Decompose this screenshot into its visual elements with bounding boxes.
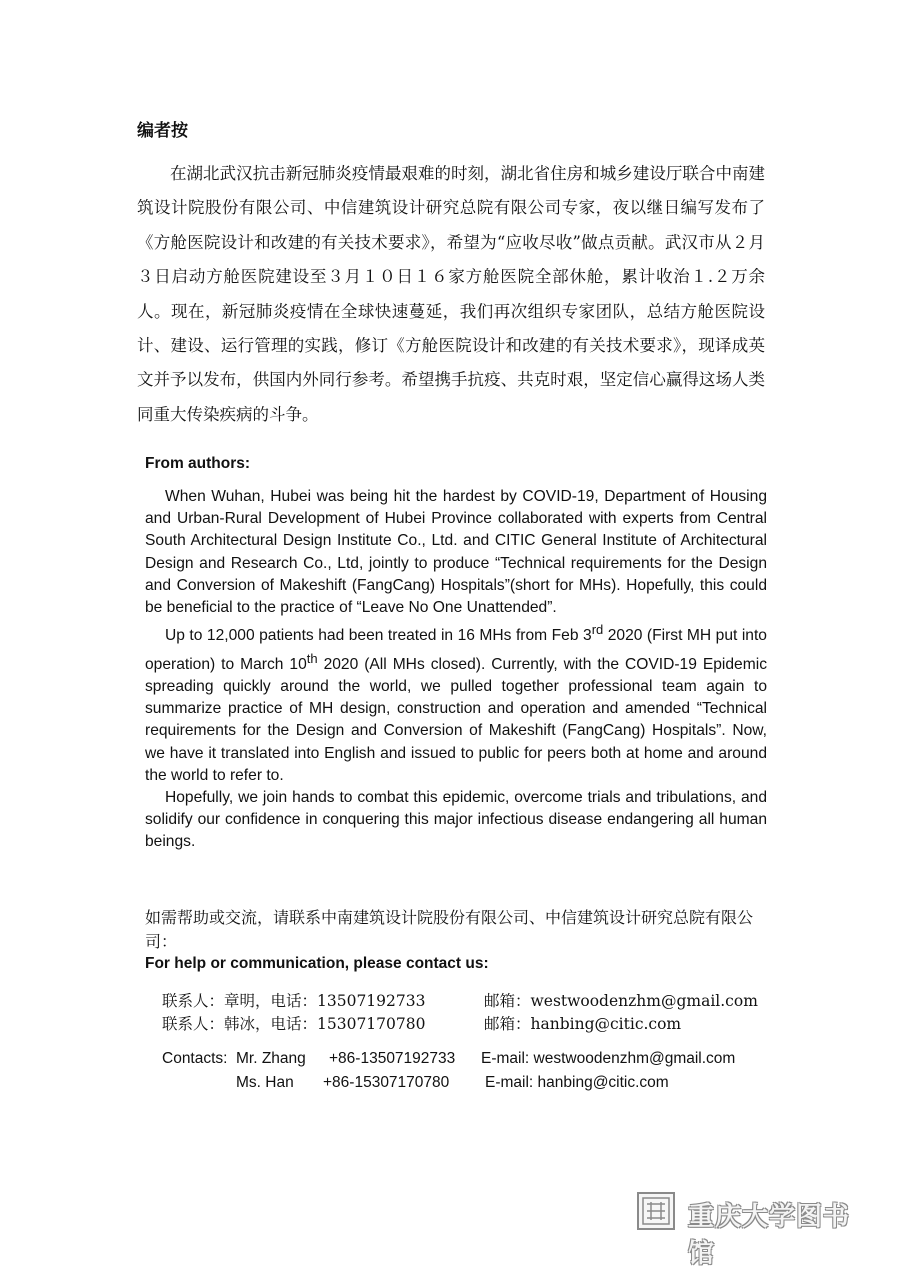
p2-superscript-rd: rd xyxy=(591,622,604,638)
help-text-cn: 如需帮助或交流，请联系中南建筑设计院股份有限公司、中信建筑设计研究总院有限公司： xyxy=(145,908,754,951)
watermark-text: 重庆大学图书馆 xyxy=(688,1201,851,1268)
p2-text-2: 2020 (First MH put into operation) to March 10 xyxy=(145,627,767,673)
contact-en-name: Mr. Zhang xyxy=(236,1050,306,1067)
library-seal-icon xyxy=(636,1191,676,1231)
editor-note-heading: 编者按 xyxy=(137,121,188,141)
from-authors-heading: From authors: xyxy=(145,455,251,472)
from-authors-body xyxy=(145,486,767,854)
authors-paragraph-2 xyxy=(145,619,767,787)
authors-paragraph-1: When Wuhan, Hubei was being hit the hardest by COVID-19, Department of Housing and Urban-Rural Development of Hubei Province collaborated with experts from Central South Architectural Design Institute Co., Ltd. and CITIC General Institute of Architectural Design and Research Co., Ltd, jointly to produce “Technical requirements for the Design and Conversion of Makeshift (FangCang) Hospitals”(short for MHs). Hopefully, this could be beneficial to the practice of “Leave No One Unattended”. xyxy=(145,488,767,617)
contact-cn-row-zhang xyxy=(162,990,758,1012)
contact-cn-email: 邮箱：westwoodenzhm@gmail.com xyxy=(484,992,758,1010)
editor-note-body: 在湖北武汉抗击新冠肺炎疫情最艰难的时刻，湖北省住房和城乡建设厅联合中南建筑设计院股份有限公司、中信建筑设计研究总院有限公司专家，夜以继日编写发布了《方舱医院设计和改建的有关技术要求》，希望为“应收尽收”做点贡献。武汉市从２月３日启动方舱医院建设至３月１０日１６家方舱医院全部休舱，累计收治１.２万余人。现在，新冠肺炎疫情在全球快速蔓延，我们再次组织专家团队，总结方舱医院设计、建设、运行管理的实践，修订《方舱医院设计和改建的有关技术要求》，现译成英文并予以发布，供国内外同行参考。希望携手抗疫、共克时艰，坚定信心赢得这场人类同重大传染疾病的斗争。 xyxy=(137,164,765,424)
p2-superscript-th: th xyxy=(306,650,318,666)
contact-cn-person: 联系人：章明，电话：13507192733 xyxy=(162,992,426,1010)
contact-en-email: E-mail: hanbing@citic.com xyxy=(485,1074,669,1091)
contact-cn-person: 联系人：韩冰，电话：15307170780 xyxy=(162,1015,426,1033)
contact-cn-email: 邮箱：hanbing@citic.com xyxy=(484,1015,682,1033)
p2-text-1: Up to 12,000 patients had been treated in 16 MHs from Feb 3 xyxy=(165,627,592,645)
contact-en-phone: +86-13507192733 xyxy=(329,1050,456,1067)
p2-text-3: 2020 (All MHs closed). Currently, with the COVID-19 Epidemic spreading quickly around the world, we pulled together professional team again to summarize practice of MH design, construction and operation and amended “Technical requirements for the Design and Conversion of Makeshift (FangCang) Hospitals”. Now, we have it translated into English and issued to public for peers both at home and around the world to refer to. xyxy=(145,655,767,784)
contact-en-name: Ms. Han xyxy=(236,1074,294,1091)
authors-paragraph-3: Hopefully, we join hands to combat this epidemic, overcome trials and tribulations, and solidify our confidence in conquering this major infectious disease endangering all human beings. xyxy=(145,789,767,851)
contacts-en-label: Contacts: xyxy=(162,1050,228,1067)
library-watermark xyxy=(636,1188,866,1268)
contact-cn-row-han xyxy=(162,1013,682,1035)
contact-en-email: E-mail: westwoodenzhm@gmail.com xyxy=(481,1050,736,1067)
help-text-en: For help or communication, please contact us: xyxy=(145,955,489,972)
contact-en-phone: +86-15307170780 xyxy=(323,1074,450,1091)
